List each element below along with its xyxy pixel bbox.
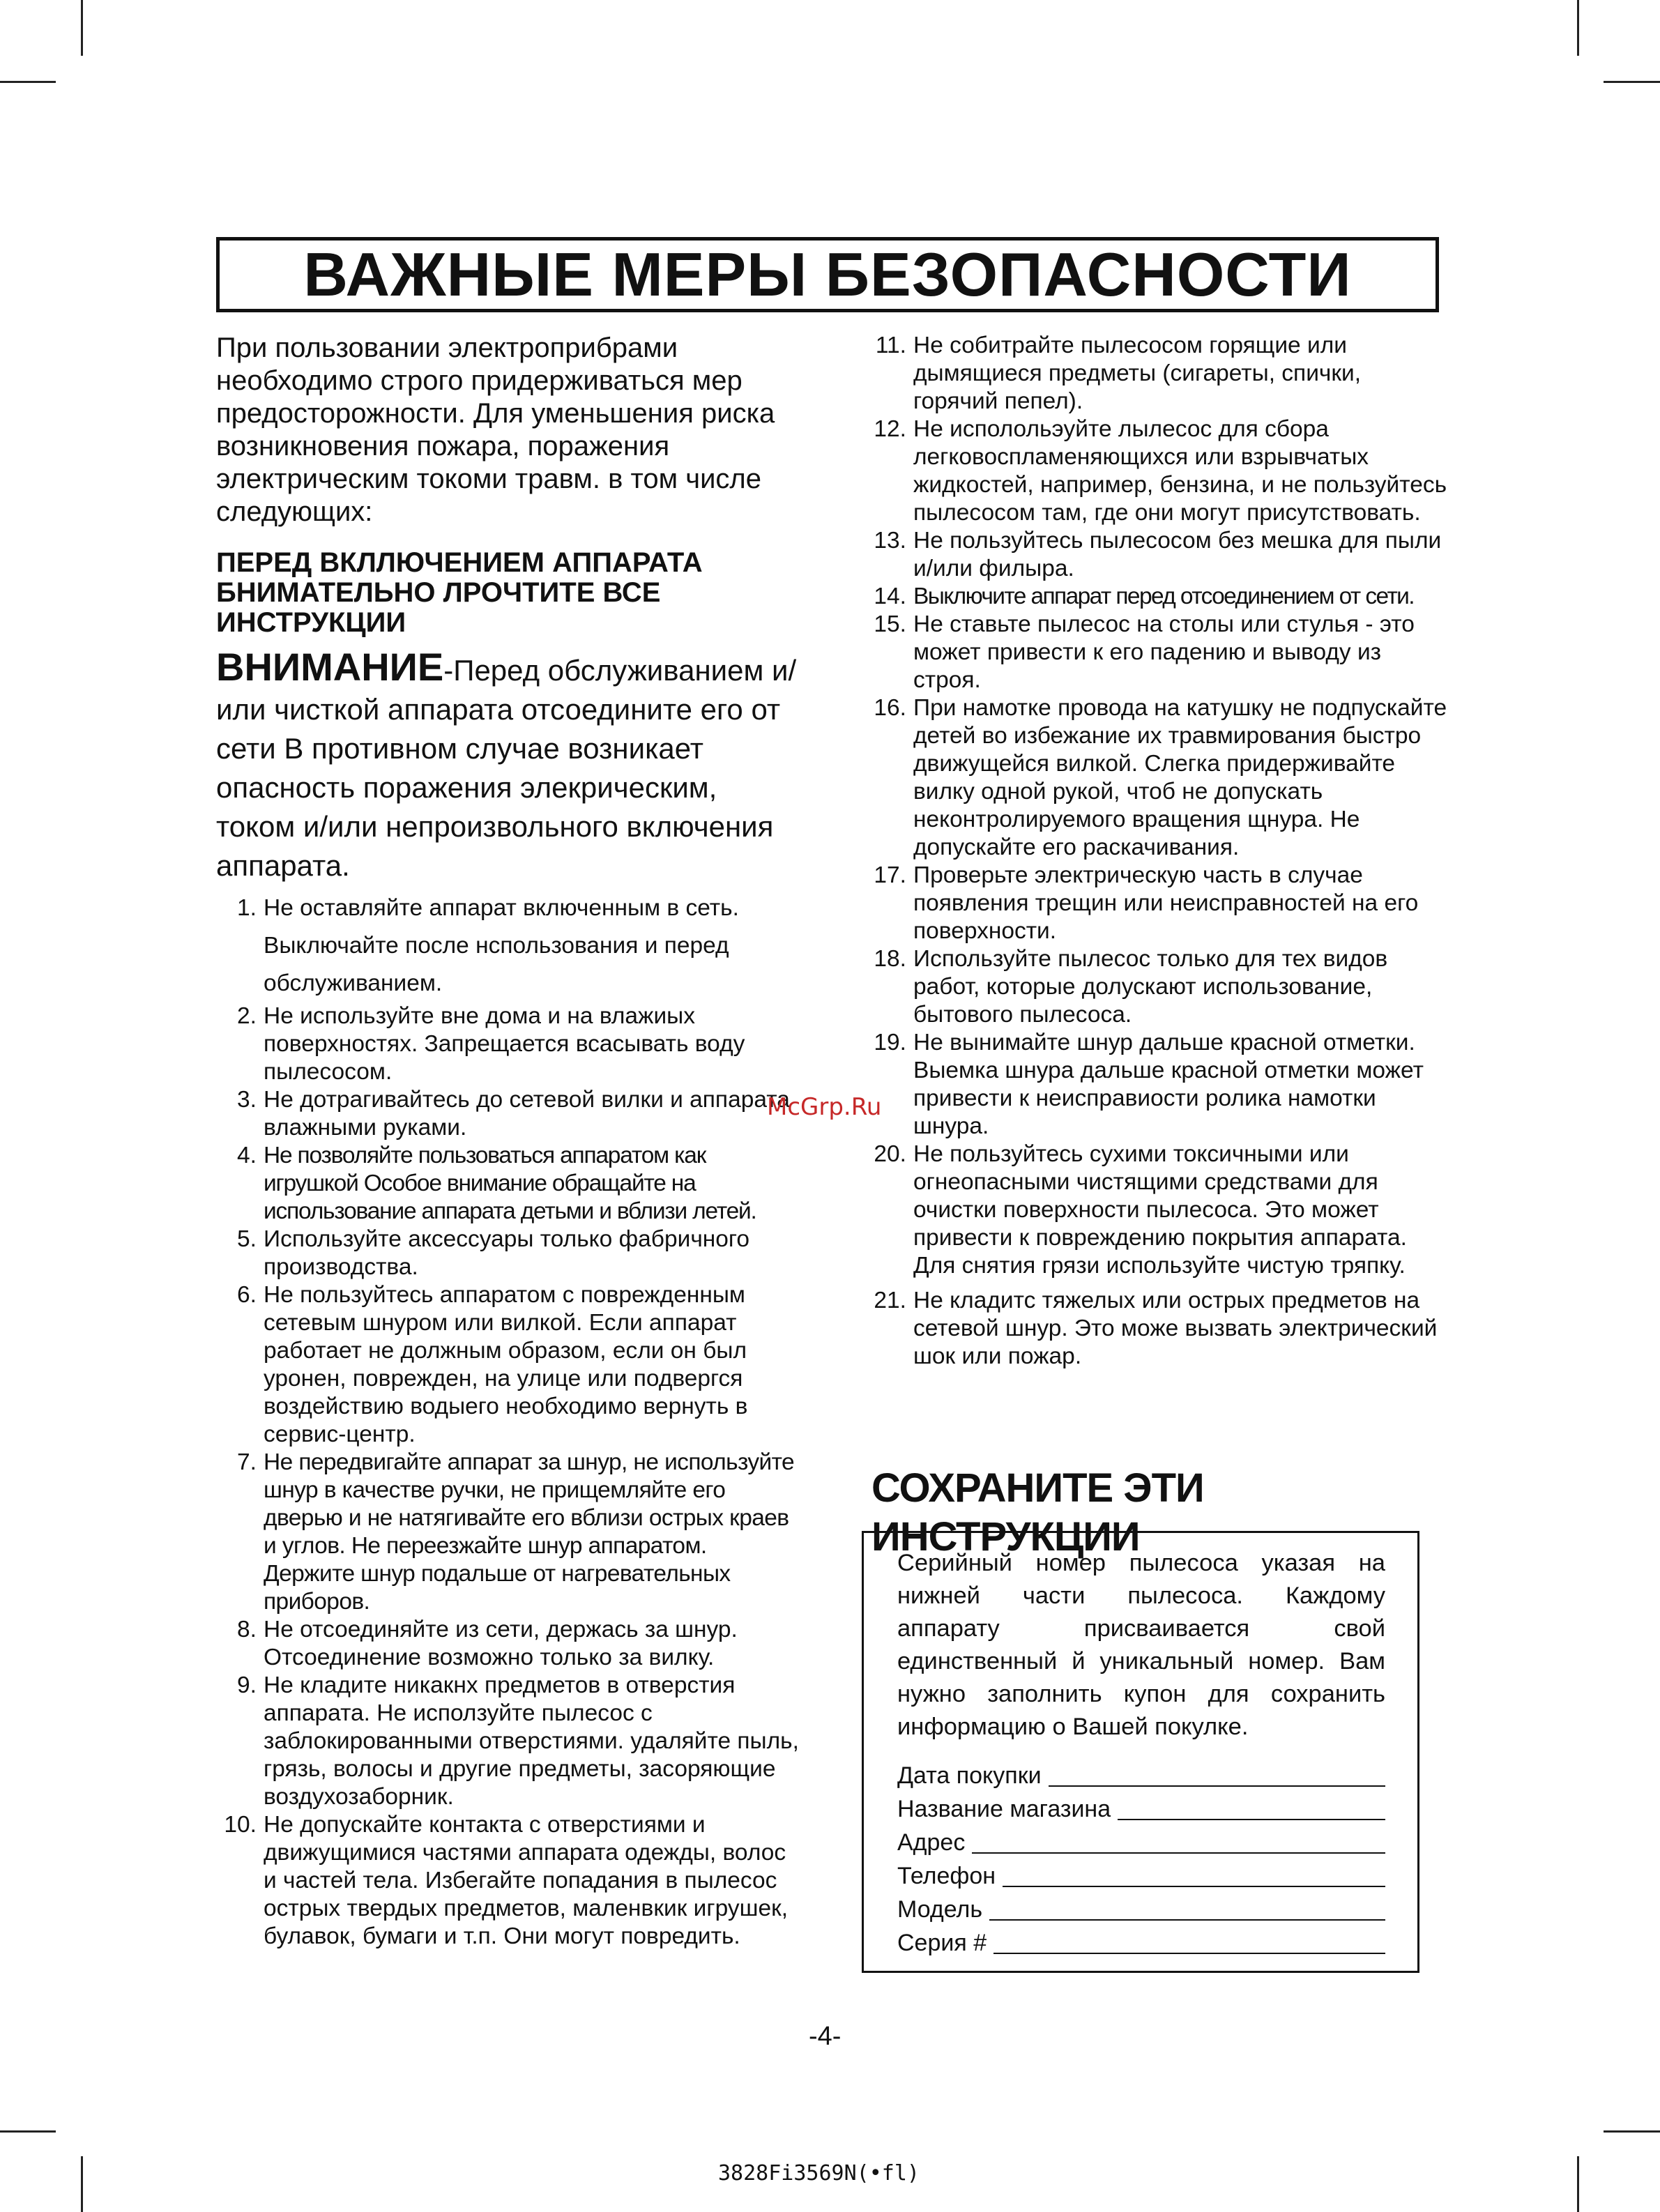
page-number: -4-	[809, 2022, 842, 2051]
item-number: 13.	[874, 528, 906, 554]
list-item	[216, 1281, 802, 1449]
item-number: 10.	[224, 1812, 257, 1838]
item-number: 14.	[874, 583, 906, 609]
item-text: Не пользуйтесь аппаратом с поврежденным сетевым шнуром или вилкой. Если аппарат работает не должным образом, если он был уронен, поврежден, на улице или подвергся воздействию водыего необходимо вернуть в сервис-центр.	[264, 1282, 748, 1447]
item-text: Выключите аппарат перед отсоединением от сети.	[913, 583, 1415, 609]
item-number: 6.	[237, 1282, 257, 1308]
list-item	[216, 1226, 802, 1281]
list-item	[871, 1141, 1450, 1280]
item-text: Не дотрагивайтесь до сетевой вилки и аппарата влажными руками.	[264, 1087, 790, 1141]
field-label: Адрес	[897, 1829, 966, 1856]
item-text: Не допускайте контакта с отверстиями и движущимися частями аппарата одежды, волос и частей тела. Избегайте попадания в пылесос острых твердых предметов, маленвкик игрушек, булавок, бумаги и т.п. Они могут повредить.	[264, 1812, 789, 1949]
item-number: 17.	[874, 862, 906, 888]
list-item	[216, 1811, 802, 1951]
item-text: Не собитрайте пылесосом горящие или дымящиеся предметы (сигареты, спички, горячий пепел).	[913, 333, 1362, 414]
item-text: Не пользуйтесь пылесосом без мешка для пыли и/или филыра.	[913, 528, 1442, 581]
field-line	[989, 1898, 1385, 1921]
item-text: Проверьте электрическую часть в случае появления трещин или неисправностей на его поверхности.	[913, 862, 1419, 944]
item-number: 21.	[874, 1288, 906, 1313]
caution-label: ВНИМАНИЕ	[216, 645, 444, 689]
item-text: При намотке провода на катушку не подпускайте детей во избежание их травмирования быстро движущейся вилкой. Слегка придерживайте вилку одной рукой, чтоб не допускать неконтролируемого вращения щнура. Не допускайте его раскачивания.	[913, 695, 1447, 860]
field-label: Телефон	[897, 1863, 996, 1889]
list-item	[216, 1449, 802, 1616]
field-label: Модель	[897, 1896, 983, 1923]
list-item	[871, 527, 1450, 583]
list-item	[216, 1616, 802, 1672]
field-line	[1049, 1764, 1385, 1787]
store-name-field	[897, 1792, 1385, 1826]
list-item	[871, 1029, 1450, 1141]
list-item	[216, 1142, 802, 1226]
caution-text: -Перед обслуживанием и/или чисткой аппарата отсоедините его от сети В противном случае возникает опасность поражения элекрическим, током и/или непроизвольного включения аппарата.	[216, 654, 797, 882]
item-number: 4.	[237, 1143, 257, 1168]
list-item	[871, 694, 1450, 862]
warning-heading: ПЕРЕД ВКЛЛЮЧЕНИЕМ АППАРАТА БНИМАТЕЛЬНО ЛРОЧТИТЕ ВСЕ ИНСТРУКЦИИ	[216, 547, 703, 638]
item-number: 15.	[874, 611, 906, 637]
item-text: Не ставьте пылесос на столы или стулья - это может привести к его падению и выводу из строя.	[913, 611, 1415, 693]
item-text: Не оставляйте аппарат включенным в сеть. Выключайте после нспользования и перед обслуживанием.	[264, 895, 739, 996]
purchase-info-box	[862, 1531, 1419, 1973]
field-label: Название магазина	[897, 1796, 1111, 1822]
crop-mark	[81, 2156, 83, 2212]
item-number: 18.	[874, 946, 906, 972]
item-number: 12.	[874, 416, 906, 442]
item-number: 7.	[237, 1449, 257, 1475]
item-number: 3.	[237, 1087, 257, 1113]
item-text: Не позволяйте пользоваться аппаратом как игрушкой Особое внимание обращайте на использование аппарата детьми и вблизи летей.	[264, 1143, 756, 1224]
serial-field	[897, 1926, 1385, 1960]
item-text: Не кладите никакнх предметов в отверстия аппарата. Не исползуйте пылесос с заблокированными отверстиями. удаляйте пыль, грязь, волосы и другие предметы, засоряющие воздухозаборник.	[264, 1672, 799, 1810]
document-code: 3828Fi3569N(•fl)	[718, 2161, 920, 2186]
field-line	[1003, 1865, 1385, 1887]
item-text: Не кладитс тяжелых или острых предметов на сетевой шнур. Это може вызвать электрический шок или пожар.	[913, 1288, 1438, 1369]
item-text: Не вынимайте шнур дальше красной отметки. Выемка шнура дальше красной отметки может привести к неисправиости ролика намотки шнура.	[913, 1030, 1424, 1139]
item-number: 1.	[237, 895, 257, 921]
crop-mark	[0, 81, 56, 83]
item-number: 9.	[237, 1672, 257, 1698]
right-column	[871, 332, 1450, 1371]
field-label: Серия #	[897, 1930, 987, 1956]
item-number: 11.	[875, 333, 906, 358]
field-line	[1118, 1798, 1385, 1820]
crop-mark	[1604, 81, 1660, 83]
item-number: 8.	[237, 1617, 257, 1642]
safety-list-right	[871, 332, 1450, 1371]
left-column	[216, 332, 802, 1951]
item-text: Используйте аксессуары только фабричного производства.	[264, 1226, 750, 1280]
list-item	[871, 1287, 1450, 1371]
item-number: 19.	[874, 1030, 906, 1055]
purchase-date-field	[897, 1759, 1385, 1792]
item-text: Не исполольэуйте лылесос для сбора легковоспламеняющихся или взрывчатых жидкостей, например, бензина, и не пользуйтесь пылесосом там, где они могут присутствовать.	[913, 416, 1447, 526]
list-item	[216, 1086, 802, 1142]
crop-mark	[1604, 2130, 1660, 2133]
crop-mark	[1577, 2156, 1579, 2212]
watermark-text: McGrp.Ru	[767, 1093, 882, 1121]
item-number: 16.	[874, 695, 906, 721]
item-number: 2.	[237, 1003, 257, 1029]
field-line	[993, 1932, 1385, 1954]
item-text: Используйте пылесос только для тех видов работ, которые долускают использование, бытового пылесоса.	[913, 946, 1388, 1028]
intro-paragraph: При пользовании электроприбрами необходимо строго придерживаться мер предосторожности. Для уменьшения риска возникновения пожара, поражения электрическим токоми травм. в том числе следующих:	[216, 333, 775, 527]
crop-mark	[1577, 0, 1579, 56]
list-item	[216, 1672, 802, 1811]
phone-field	[897, 1859, 1385, 1893]
save-instructions-heading: СОХРАНИТЕ ЭТИ ИНСТРУКЦИИ	[871, 1465, 1204, 1559]
list-item	[216, 890, 802, 1002]
item-text: Не отсоединяйте из сети, держась за шнур. Отсоединение возможно только за вилку.	[264, 1617, 738, 1670]
list-item	[871, 415, 1450, 527]
page-title: ВАЖНЫЕ МЕРЫ БЕЗОПАСНОСТИ	[303, 240, 1352, 309]
safety-list-left	[216, 890, 802, 1951]
list-item	[216, 1002, 802, 1086]
list-item	[871, 332, 1450, 415]
field-line	[972, 1831, 1385, 1854]
list-item	[871, 862, 1450, 945]
item-text: Не пользуйтесь сухими токсичными или огнеопасными чистящими средствами для очистки поверхности пылесоса. Это может привести к повреждению покрытия аппарата. Для снятия грязи используйте чистую тряпку.	[913, 1141, 1407, 1279]
list-spacer	[871, 1280, 1450, 1287]
caution-paragraph	[216, 645, 802, 885]
model-field	[897, 1893, 1385, 1926]
title-box	[216, 237, 1439, 312]
address-field	[897, 1826, 1385, 1859]
list-item	[871, 583, 1450, 611]
item-number: 5.	[237, 1226, 257, 1252]
item-text: Не используйте вне дома и на влажиых поверхностях. Запрещается всасывать воду пылесосом.	[264, 1003, 745, 1085]
field-label: Дата покупки	[897, 1762, 1042, 1789]
crop-mark	[81, 0, 83, 56]
list-item	[871, 611, 1450, 694]
list-item	[871, 945, 1450, 1029]
serial-number-note: Серийный номер пылесоса указая на нижней части пылесоса. Каждому аппарату присваивается свой единственный й уникальный номер. Вам нужно заполнить купон для сохранить информацию о Вашей покулке.	[897, 1550, 1385, 1740]
crop-mark	[0, 2130, 56, 2133]
item-number: 20.	[874, 1141, 906, 1167]
item-text: Не передвигайте аппарат за шнур, не используйте шнур в качестве ручки, не прищемляйте его дверью и не натягивайте его вблизи острых краев и углов. Не переезжайте шнур аппаратом. Держите шнур подальше от нагревательных приборов.	[264, 1449, 795, 1615]
